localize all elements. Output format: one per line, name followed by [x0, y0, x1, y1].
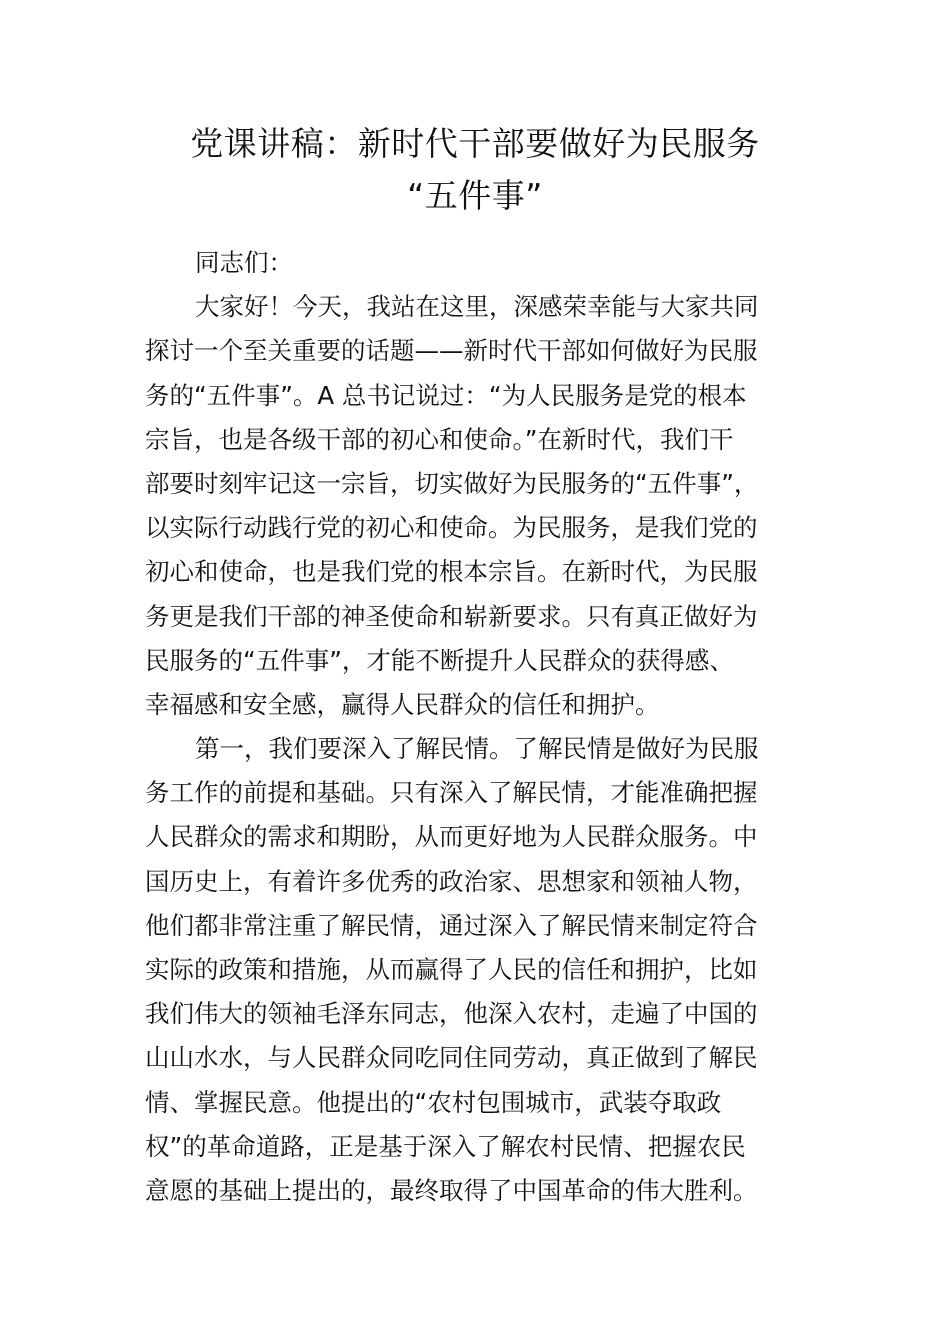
paragraph-line: 务工作的前提和基础。只有深入了解民情，才能准确把握	[145, 778, 758, 808]
paragraph-line: 民服务的“五件事”，才能不断提升人民群众的获得感、	[145, 645, 734, 675]
paragraph-line: 情、掌握民意。他提出的“农村包围城市，武装夺取政	[145, 1087, 722, 1117]
paragraph-line: 探讨一个至关重要的话题——新时代干部如何做好为民服	[145, 336, 758, 366]
document-body	[145, 241, 825, 1213]
document-title-line-1: 党课讲稿：新时代干部要做好为民服务	[190, 124, 760, 163]
paragraph-line: 宗旨，也是各级干部的初心和使命。”在新时代，我们干	[145, 424, 734, 454]
paragraph-line: 他们都非常注重了解民情，通过深入了解民情来制定符合	[145, 910, 758, 940]
paragraph-line: 意愿的基础上提出的，最终取得了中国革命的伟大胜利。	[145, 1175, 758, 1205]
paragraph-line: 第一，我们要深入了解民情。了解民情是做好为民服	[195, 734, 759, 764]
paragraph-line: 部要时刻牢记这一宗旨，切实做好为民服务的“五件事”，	[145, 468, 759, 498]
paragraph-line: 人民群众的需求和期盼，从而更好地为人民群众服务。中	[145, 822, 758, 852]
paragraph-line: 权”的革命道路，正是基于深入了解农村民情、把握农民	[145, 1131, 746, 1161]
paragraph-line: 大家好！今天，我站在这里，深感荣幸能与大家共同	[195, 292, 759, 322]
paragraph-line: 务的“五件事”。A 总书记说过：“为人民服务是党的根本	[145, 380, 747, 410]
paragraph-line: 国历史上，有着许多优秀的政治家、思想家和领袖人物，	[145, 866, 758, 896]
paragraph-line: 实际的政策和措施，从而赢得了人民的信任和拥护，比如	[145, 955, 758, 984]
paragraph-line: 初心和使命，也是我们党的根本宗旨。在新时代，为民服	[145, 557, 758, 587]
paragraph-line: 幸福感和安全感，赢得人民群众的信任和拥护。	[145, 689, 660, 719]
paragraph-line: 以实际行动践行党的初心和使命。为民服务，是我们党的	[145, 513, 758, 543]
paragraph-line: 山山水水，与人民群众同吃同住同劳动，真正做到了解民	[145, 1043, 758, 1073]
salutation: 同志们：	[195, 248, 293, 277]
document-title-line-2: “五件事”	[407, 176, 543, 215]
paragraph-line: 务更是我们干部的神圣使命和崭新要求。只有真正做好为	[145, 601, 758, 631]
paragraph-line: 我们伟大的领袖毛泽东同志，他深入农村，走遍了中国的	[145, 999, 758, 1029]
